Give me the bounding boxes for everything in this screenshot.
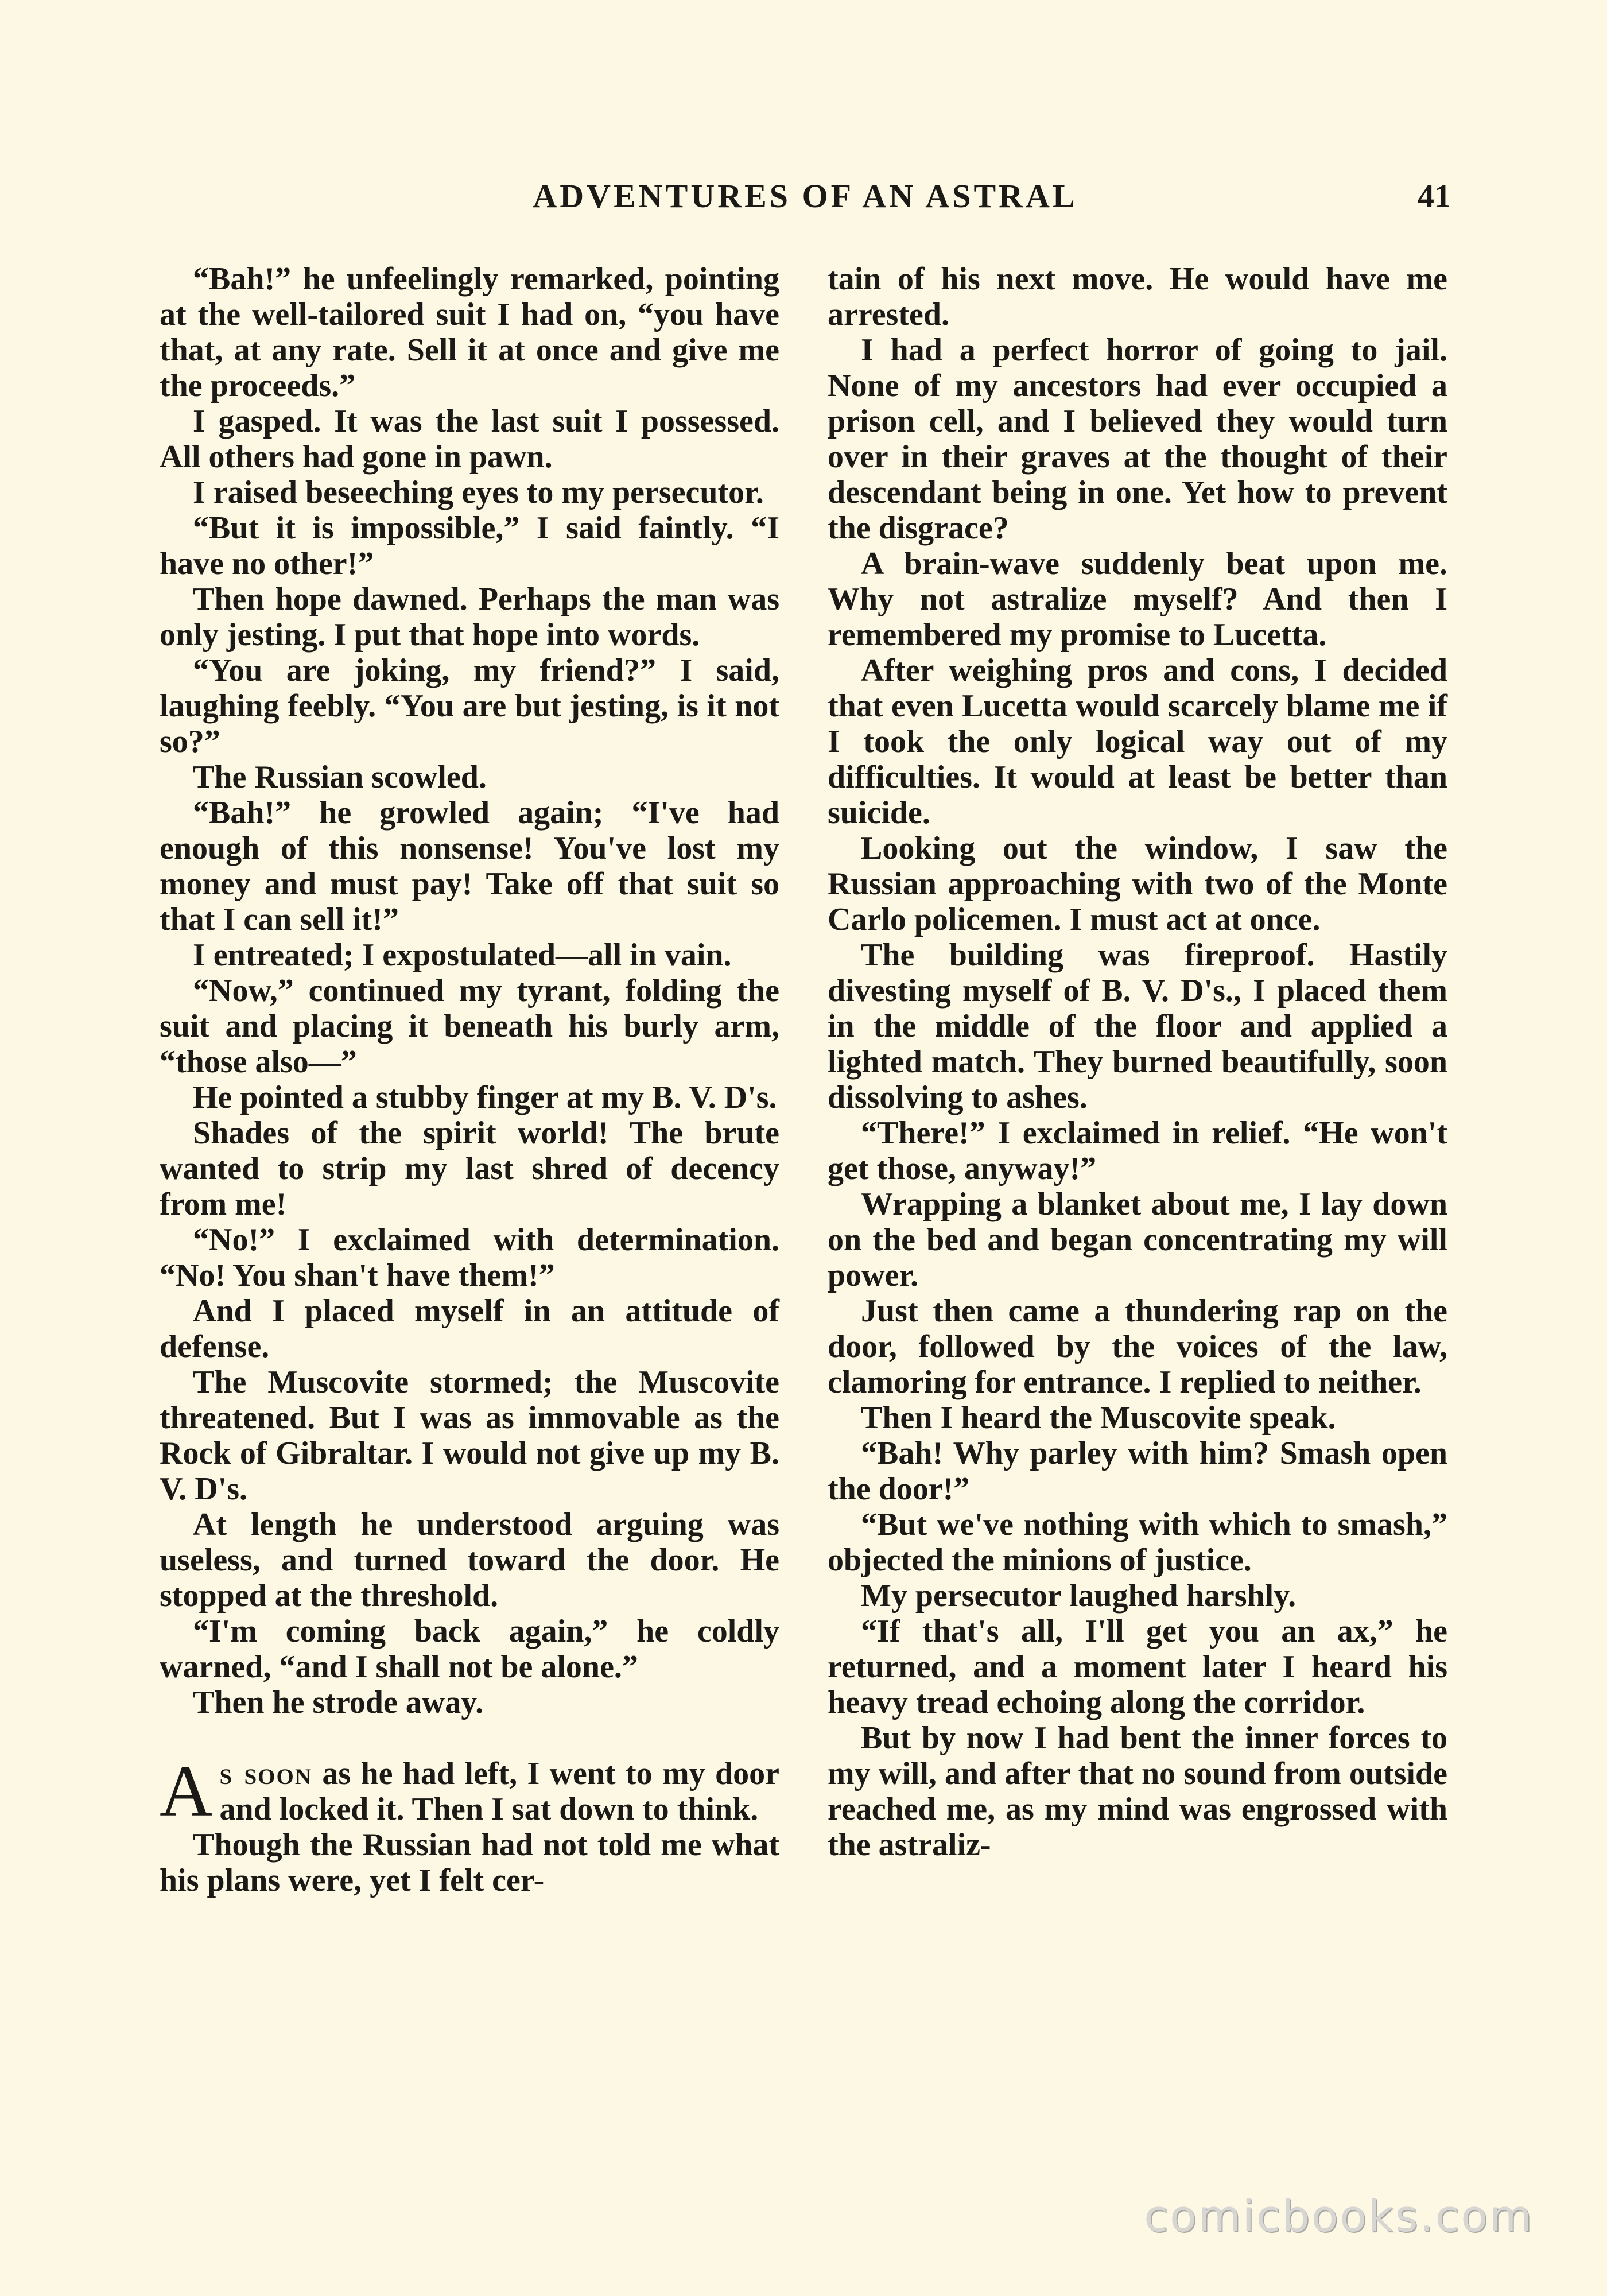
paragraph: Though the Russian had not told me what his plans were, yet I felt cer- [160,1827,779,1898]
drop-cap: A [160,1750,213,1832]
dropcap-paragraph-text: as he had left, I went to my door and locked it. Then I sat down to think. [219,1756,779,1827]
paragraph: Then hope dawned. Perhaps the man was only jesting. I put that hope into words. [160,581,779,653]
small-caps-lead: s soon [219,1756,312,1791]
left-column [160,261,779,1898]
continued-paragraph: tain of his next move. He would have me arrested. [828,261,1447,332]
paragraph: Shades of the spirit world! The brute wanted to strip my last shred of decency from me! [160,1115,779,1222]
page-number: 41 [1418,177,1451,215]
paragraph: “Now,” continued my tyrant, folding the suit and placing it beneath his burly arm, “those also—” [160,973,779,1080]
paragraph: Then I heard the Muscovite speak. [861,1400,1336,1436]
paragraph: I had a perfect horror of going to jail. None of my ancestors had ever occupied a prison cell, and I believed they would turn over in their graves at the thought of their descendant being in one. Yet how to prevent the disgrace? [828,332,1447,546]
paragraph: I raised beseeching eyes to my persecutor. [193,475,764,510]
paragraph: Looking out the window, I saw the Russian approaching with two of the Monte Carlo policemen. I must act at once. [828,831,1447,937]
section-break [160,1720,779,1756]
paragraph: The Russian scowled. [193,759,487,795]
paragraph: My persecutor laughed harshly. [861,1578,1297,1614]
paragraph: At length he understood arguing was useless, and turned toward the door. He stopped at the threshold. [160,1507,779,1614]
paragraph: And I placed myself in an attitude of defense. [160,1293,779,1364]
paragraph: “I'm coming back again,” he coldly warned, “and I shall not be alone.” [160,1614,779,1685]
paragraph: I entreated; I expostulated—all in vain. [193,937,732,973]
paragraph: “Bah!” he unfeelingly remarked, pointing at the well-tailored suit I had on, “you have that, at any rate. Sell it at once and give me the proceeds.” [160,261,779,404]
paragraph: Then he strode away. [193,1685,484,1720]
paragraph: “You are joking, my friend?” I said, laughing feebly. “You are but jesting, is it not so?” [160,653,779,759]
paragraph: A brain-wave suddenly beat upon me. Why not astralize myself? And then I remembered my promise to Lucetta. [828,546,1447,653]
watermark-logo: comicbooks.com [1144,2190,1534,2241]
paragraph: He pointed a stubby finger at my B. V. D's. [193,1080,777,1115]
paragraph: “Bah!” he growled again; “I've had enough of this nonsense! You've lost my money and must pay! Take off that suit so that I can sell it!” [160,795,779,937]
paragraph: Wrapping a blanket about me, I lay down on the bed and began concentrating my will power. [828,1186,1447,1293]
paragraph: But by now I had bent the inner forces to my will, and after that no sound from outside reached me, as my mind was engrossed with the astraliz- [828,1720,1447,1863]
paragraph: After weighing pros and cons, I decided that even Lucetta would scarcely blame me if I took the only logical way out of my difficulties. It would at least be better than suicide. [828,653,1447,831]
dropcap-paragraph [160,1750,779,1832]
paragraph: “If that's all, I'll get you an ax,” he returned, and a moment later I heard his heavy tread echoing along the corridor. [828,1614,1447,1720]
paragraph: The Muscovite stormed; the Muscovite threatened. But I was as immovable as the Rock of Gibraltar. I would not give up my B. V. D's. [160,1364,779,1507]
paragraph: The building was fireproof. Hastily divesting myself of B. V. D's., I placed them in the middle of the floor and applied a lighted match. They burned beautifully, soon dissolving to ashes. [828,937,1447,1115]
paragraph: Just then came a thundering rap on the door, followed by the voices of the law, clamoring for entrance. I replied to neither. [828,1293,1447,1400]
paragraph: “But it is impossible,” I said faintly. “I have no other!” [160,510,779,581]
paragraph: “There!” I exclaimed in relief. “He won't get those, anyway!” [828,1115,1447,1186]
paragraph: “No!” I exclaimed with determination. “No! You shan't have them!” [160,1222,779,1293]
running-title: ADVENTURES OF AN ASTRAL [533,177,1078,215]
paragraph: “But we've nothing with which to smash,” objected the minions of justice. [828,1507,1447,1578]
page-header [160,172,1451,224]
paragraph: “Bah! Why parley with him? Smash open the door!” [828,1436,1447,1507]
paragraph: I gasped. It was the last suit I possessed. All others had gone in pawn. [160,404,779,475]
right-column [828,261,1447,1863]
